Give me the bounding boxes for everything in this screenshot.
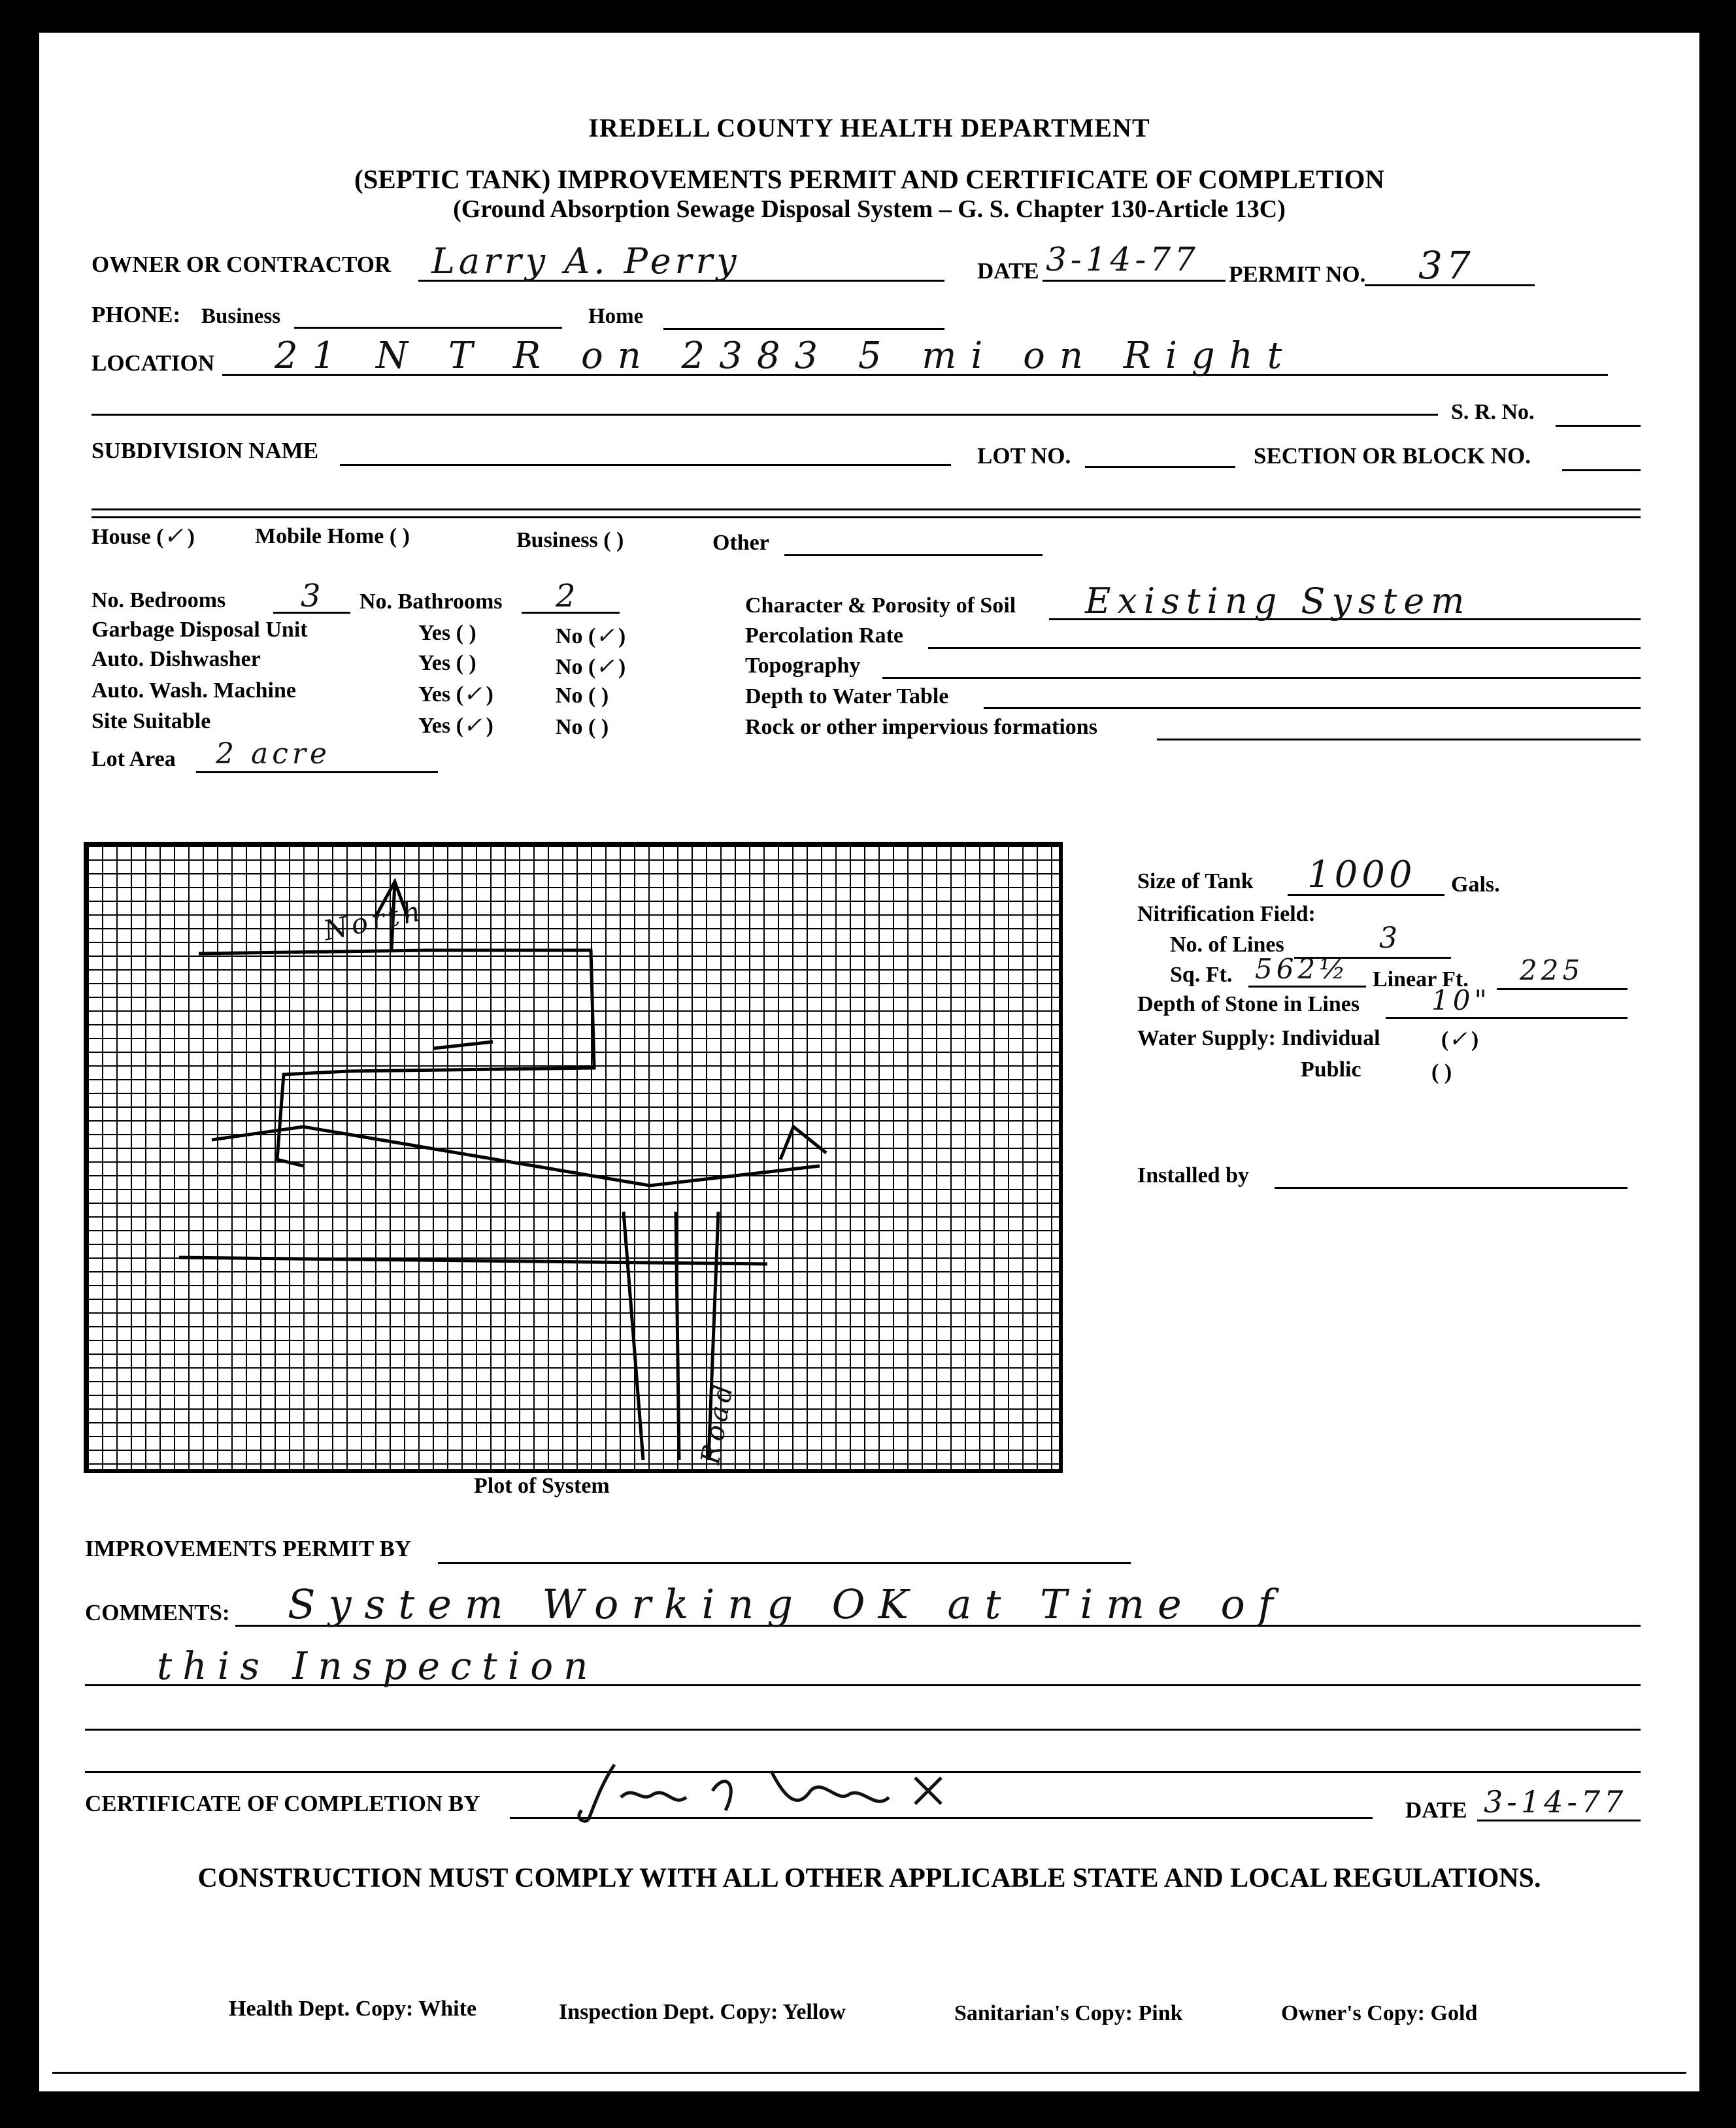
lateral-line (212, 1127, 820, 1186)
form-title: (SEPTIC TANK) IMPROVEMENTS PERMIT AND CERTIFICATE OF COMPLETION (354, 164, 1385, 194)
topography-label: Topography (745, 654, 861, 678)
divider-2 (92, 516, 1641, 518)
plot-caption: Plot of System (474, 1474, 610, 1498)
owner-label: OWNER OR CONTRACTOR (92, 252, 392, 277)
tank-mark (434, 1042, 493, 1048)
lot-label: LOT NO. (977, 443, 1071, 469)
lines-value[interactable]: 3 (1379, 922, 1401, 955)
public-label: Public (1301, 1057, 1361, 1082)
certificate-date-label: DATE (1405, 1797, 1467, 1823)
rock-label: Rock or other impervious formations (745, 715, 1097, 739)
bottom-edge-line (52, 2072, 1686, 2074)
permit-label: PERMIT NO. (1229, 261, 1366, 287)
divider-1 (92, 508, 1641, 510)
topography-line[interactable] (882, 677, 1641, 679)
compliance-notice: CONSTRUCTION MUST COMPLY WITH ALL OTHER APPLICABLE STATE AND LOCAL REGULATIONS. (197, 1863, 1541, 1893)
garbage-label: Garbage Disposal Unit (92, 618, 308, 642)
location-label: LOCATION (92, 350, 214, 376)
site-yes[interactable]: Yes (✓) (418, 712, 493, 739)
subdivision-line[interactable] (340, 464, 951, 466)
drain-line-1 (624, 1212, 643, 1460)
drain-line-2 (676, 1212, 679, 1460)
comments-label: COMMENTS: (85, 1600, 230, 1625)
lines-label: No. of Lines (1170, 933, 1284, 957)
permit-value[interactable]: 37 (1418, 243, 1475, 288)
water-table-label: Depth to Water Table (745, 684, 949, 708)
gals-label: Gals. (1451, 873, 1500, 897)
date-label: DATE (977, 258, 1039, 284)
department-heading: IREDELL COUNTY HEALTH DEPARTMENT (588, 113, 1150, 142)
location-value[interactable]: 21 N T R on 2383 5 mi on Right (275, 335, 1297, 377)
linear-label: Linear Ft. (1373, 967, 1469, 991)
plot-sketch (88, 846, 1059, 1469)
bathrooms-value[interactable]: 2 (556, 578, 580, 614)
sr-label: S. R. No. (1451, 400, 1535, 424)
subdivision-label: SUBDIVISION NAME (92, 438, 319, 463)
date-line (1043, 280, 1226, 282)
business-phone-line[interactable] (294, 327, 562, 329)
water-table-line[interactable] (984, 707, 1641, 709)
phone-label: PHONE: (92, 302, 181, 327)
copy-health: Health Dept. Copy: White (229, 1997, 477, 2021)
north-label: North (320, 894, 427, 947)
pipe-line (179, 1257, 767, 1264)
installed-by-line[interactable] (1275, 1187, 1628, 1189)
nitrification-label: Nitrification Field: (1137, 902, 1316, 926)
tank-size-value[interactable]: 1000 (1307, 854, 1416, 896)
location-line-2 (92, 414, 1438, 416)
dishwasher-label: Auto. Dishwasher (92, 647, 261, 671)
home-phone-line[interactable] (663, 328, 944, 330)
perc-label: Percolation Rate (745, 623, 904, 648)
inspector-signature (575, 1758, 1033, 1830)
dishwasher-no[interactable]: No (✓) (556, 654, 626, 680)
certificate-date-value[interactable]: 3-14-77 (1484, 1784, 1628, 1820)
site-label: Site Suitable (92, 709, 211, 733)
bedrooms-label: No. Bedrooms (92, 588, 226, 612)
copy-inspection: Inspection Dept. Copy: Yellow (559, 2000, 846, 2024)
stone-depth-line (1386, 1017, 1628, 1019)
public-option[interactable]: ( ) (1431, 1060, 1452, 1084)
soil-character-value[interactable]: Existing System (1085, 580, 1471, 622)
sqft-line (1248, 986, 1366, 988)
copy-sanitarian: Sanitarian's Copy: Pink (954, 2001, 1183, 2025)
stone-depth-value[interactable]: 10" (1431, 984, 1491, 1016)
lot-area-line (196, 771, 438, 773)
improvements-label: IMPROVEMENTS PERMIT BY (85, 1536, 412, 1561)
house-option[interactable]: House (✓) (92, 523, 195, 550)
section-line[interactable] (1562, 469, 1641, 471)
certificate-label: CERTIFICATE OF COMPLETION BY (85, 1791, 480, 1816)
road-label: Road (695, 1379, 740, 1467)
business-option[interactable]: Business ( ) (516, 528, 624, 552)
plot-grid (84, 842, 1063, 1473)
site-no[interactable]: No ( ) (556, 715, 609, 739)
lot-area-label: Lot Area (92, 747, 176, 771)
permit-form (39, 33, 1699, 2091)
comments-text-1[interactable]: System Working OK at Time of (288, 1580, 1286, 1628)
stone-depth-label: Depth of Stone in Lines (1137, 992, 1360, 1016)
rock-line[interactable] (1157, 739, 1641, 740)
form-subtitle: (Ground Absorption Sewage Disposal System – G. S. Chapter 130-Article 13C) (453, 195, 1286, 223)
sr-line[interactable] (1556, 425, 1641, 427)
sqft-value[interactable]: 562½ (1255, 953, 1350, 985)
copy-owner: Owner's Copy: Gold (1281, 2001, 1478, 2025)
section-label: SECTION OR BLOCK NO. (1254, 443, 1531, 469)
home-phone-label: Home (588, 305, 644, 328)
perc-line[interactable] (928, 647, 1641, 649)
improvements-line[interactable] (438, 1562, 1131, 1564)
other-label: Other (712, 531, 769, 555)
sqft-label: Sq. Ft. (1170, 963, 1233, 987)
lot-line[interactable] (1085, 466, 1235, 468)
installed-by-label: Installed by (1137, 1163, 1249, 1188)
linear-line (1497, 988, 1628, 990)
water-individual-option[interactable]: (✓) (1441, 1026, 1479, 1052)
linear-value[interactable]: 225 (1520, 954, 1584, 986)
garbage-no[interactable]: No (✓) (556, 623, 626, 649)
tank-size-label: Size of Tank (1137, 869, 1254, 893)
bedrooms-value[interactable]: 3 (301, 578, 325, 614)
comments-text-2[interactable]: this Inspection (157, 1644, 599, 1688)
owner-value[interactable]: Larry A. Perry (431, 241, 741, 282)
mobile-home-option[interactable]: Mobile Home ( ) (255, 524, 410, 548)
soil-character-label: Character & Porosity of Soil (745, 593, 1016, 618)
date-value[interactable]: 3-14-77 (1046, 241, 1199, 278)
dishwasher-yes[interactable]: Yes ( ) (418, 651, 476, 675)
business-phone-label: Business (201, 305, 281, 328)
bathrooms-label: No. Bathrooms (359, 590, 503, 614)
lot-area-value[interactable]: 2 acre (216, 737, 331, 771)
garbage-yes[interactable]: Yes ( ) (418, 621, 476, 645)
field-mark (780, 1127, 826, 1159)
comments-line-3[interactable] (85, 1729, 1641, 1731)
washer-yes[interactable]: Yes (✓) (418, 681, 493, 707)
water-supply-label: Water Supply: Individual (1137, 1026, 1380, 1050)
certificate-date-line (1477, 1820, 1641, 1821)
washer-label: Auto. Wash. Machine (92, 678, 296, 703)
other-line[interactable] (784, 554, 1043, 556)
washer-no[interactable]: No ( ) (556, 684, 609, 708)
